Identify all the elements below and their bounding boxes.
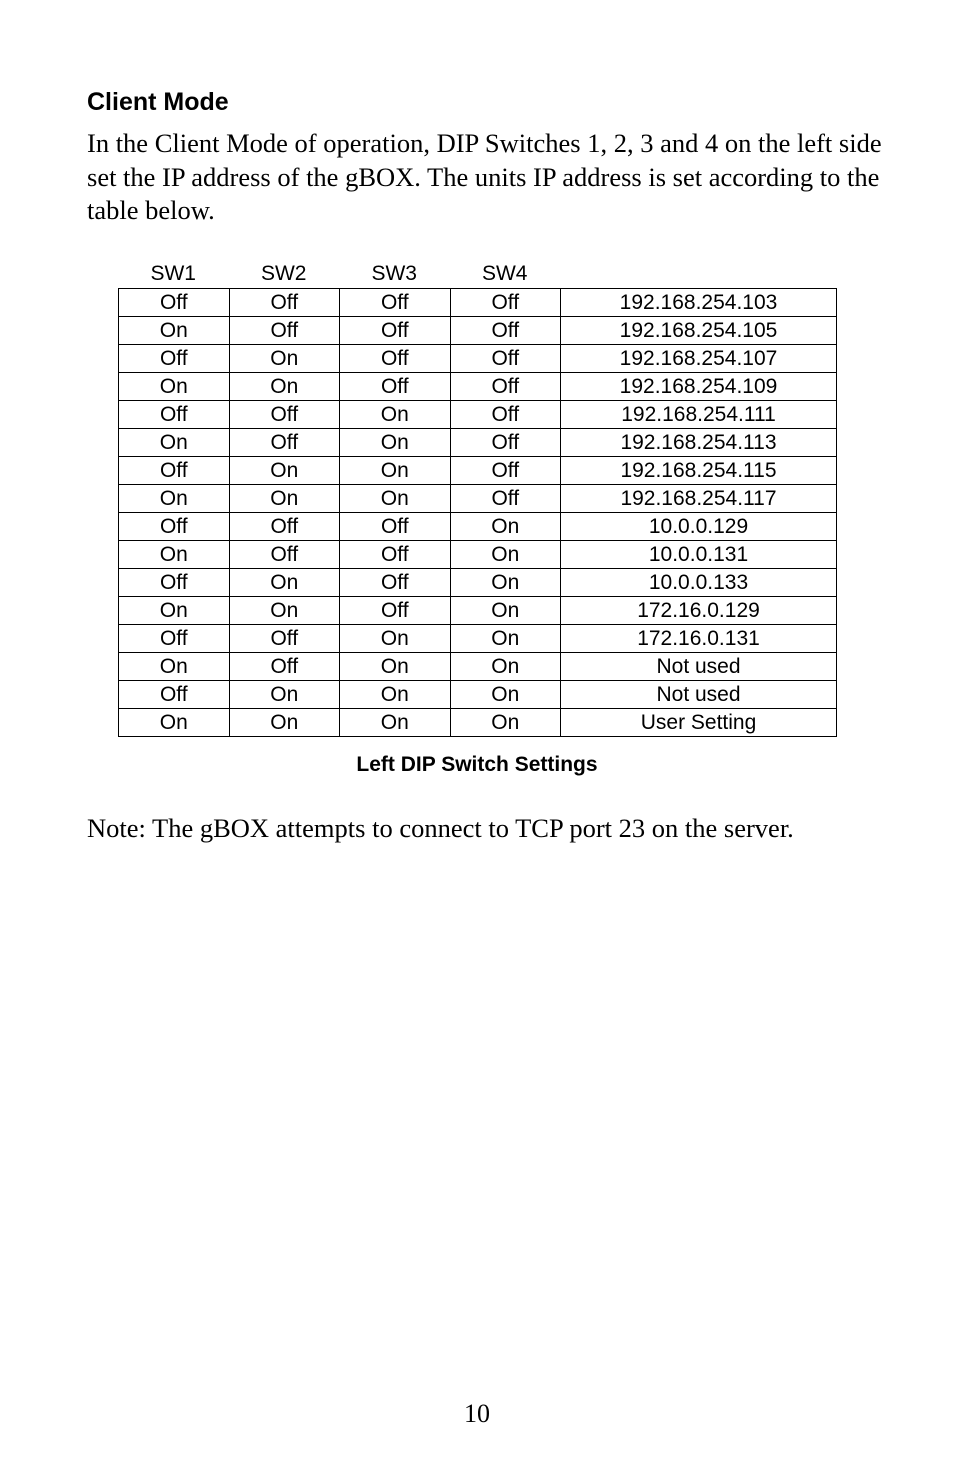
- sw1-cell: Off: [119, 681, 230, 709]
- sw2-cell: On: [229, 345, 340, 373]
- sw3-cell: On: [340, 681, 451, 709]
- table-row: [119, 457, 837, 485]
- ip-address-cell: 192.168.254.117: [561, 485, 837, 513]
- sw4-cell: Off: [450, 373, 561, 401]
- sw3-cell: On: [340, 457, 451, 485]
- table-row: [119, 373, 837, 401]
- dip-switch-table-body: [119, 289, 837, 737]
- sw4-cell: On: [450, 681, 561, 709]
- table-caption: Left DIP Switch Settings: [356, 753, 598, 776]
- sw2-cell: On: [229, 709, 340, 737]
- sw2-cell: On: [229, 457, 340, 485]
- ip-address-cell: Not used: [561, 653, 837, 681]
- sw1-cell: Off: [119, 289, 230, 317]
- sw1-cell: Off: [119, 401, 230, 429]
- table-row: [119, 569, 837, 597]
- ip-address-cell: 172.16.0.131: [561, 625, 837, 653]
- sw2-cell: Off: [229, 317, 340, 345]
- sw2-cell: On: [229, 681, 340, 709]
- table-row: [119, 681, 837, 709]
- sw2-cell: Off: [229, 653, 340, 681]
- sw4-cell: Off: [450, 401, 561, 429]
- page-number: 10: [464, 1399, 490, 1428]
- sw2-cell: Off: [229, 429, 340, 457]
- table-row: [119, 345, 837, 373]
- sw2-cell: On: [229, 597, 340, 625]
- ip-address-cell: 192.168.254.105: [561, 317, 837, 345]
- sw4-cell: On: [450, 709, 561, 737]
- sw3-cell: Off: [340, 597, 451, 625]
- sw4-cell: On: [450, 653, 561, 681]
- sw4-cell: Off: [450, 457, 561, 485]
- table-row: [119, 653, 837, 681]
- sw2-cell: On: [229, 373, 340, 401]
- sw2-cell: Off: [229, 401, 340, 429]
- sw4-cell: On: [450, 541, 561, 569]
- ip-address-cell: 192.168.254.113: [561, 429, 837, 457]
- sw4-cell: Off: [450, 317, 561, 345]
- table-column-headers: [118, 259, 560, 288]
- column-header-sw4: SW4: [481, 262, 528, 285]
- sw4-cell: Off: [450, 429, 561, 457]
- ip-address-cell: 192.168.254.111: [561, 401, 837, 429]
- sw1-cell: On: [119, 485, 230, 513]
- sw3-cell: On: [340, 625, 451, 653]
- table-row: [119, 289, 837, 317]
- sw3-cell: Off: [340, 317, 451, 345]
- section-heading: Client Mode: [87, 88, 229, 116]
- sw2-cell: On: [229, 485, 340, 513]
- dip-switch-table: [118, 288, 837, 737]
- ip-address-cell: 10.0.0.131: [561, 541, 837, 569]
- sw4-cell: On: [450, 513, 561, 541]
- sw1-cell: Off: [119, 457, 230, 485]
- sw2-cell: Off: [229, 625, 340, 653]
- intro-paragraph: In the Client Mode of operation, DIP Switches 1, 2, 3 and 4 on the left side set the IP address of the gBOX. The units IP address is set according to the table below.: [87, 128, 882, 225]
- sw1-cell: On: [119, 373, 230, 401]
- sw1-cell: Off: [119, 513, 230, 541]
- sw4-cell: On: [450, 569, 561, 597]
- table-row: [119, 625, 837, 653]
- table-row: [119, 317, 837, 345]
- ip-address-cell: 192.168.254.103: [561, 289, 837, 317]
- ip-address-cell: 192.168.254.109: [561, 373, 837, 401]
- sw4-cell: Off: [450, 289, 561, 317]
- table-row: [119, 429, 837, 457]
- sw4-cell: Off: [450, 485, 561, 513]
- sw1-cell: Off: [119, 345, 230, 373]
- sw4-cell: On: [450, 597, 561, 625]
- ip-address-cell: 192.168.254.115: [561, 457, 837, 485]
- ip-address-cell: 192.168.254.107: [561, 345, 837, 373]
- sw2-cell: Off: [229, 513, 340, 541]
- sw2-cell: Off: [229, 289, 340, 317]
- ip-address-cell: 10.0.0.129: [561, 513, 837, 541]
- sw3-cell: Off: [340, 373, 451, 401]
- sw1-cell: Off: [119, 569, 230, 597]
- sw3-cell: Off: [340, 345, 451, 373]
- ip-address-cell: Not used: [561, 681, 837, 709]
- sw1-cell: On: [119, 597, 230, 625]
- ip-address-cell: 10.0.0.133: [561, 569, 837, 597]
- table-row: [119, 401, 837, 429]
- table-row: [119, 513, 837, 541]
- sw3-cell: On: [340, 401, 451, 429]
- sw3-cell: Off: [340, 569, 451, 597]
- sw3-cell: Off: [340, 513, 451, 541]
- sw1-cell: On: [119, 653, 230, 681]
- table-row: [119, 709, 837, 737]
- ip-address-cell: 172.16.0.129: [561, 597, 837, 625]
- sw2-cell: On: [229, 569, 340, 597]
- sw1-cell: On: [119, 709, 230, 737]
- sw2-cell: Off: [229, 541, 340, 569]
- sw3-cell: On: [340, 485, 451, 513]
- sw4-cell: On: [450, 625, 561, 653]
- ip-address-cell: User Setting: [561, 709, 837, 737]
- sw1-cell: On: [119, 317, 230, 345]
- sw3-cell: On: [340, 429, 451, 457]
- sw3-cell: On: [340, 709, 451, 737]
- sw3-cell: On: [340, 653, 451, 681]
- sw1-cell: Off: [119, 625, 230, 653]
- column-header-sw2: SW2: [260, 262, 307, 285]
- note-paragraph: Note: The gBOX attempts to connect to TCP port 23 on the server.: [87, 813, 794, 843]
- sw1-cell: On: [119, 541, 230, 569]
- sw3-cell: Off: [340, 289, 451, 317]
- sw1-cell: On: [119, 429, 230, 457]
- sw3-cell: Off: [340, 541, 451, 569]
- sw4-cell: Off: [450, 345, 561, 373]
- table-row: [119, 485, 837, 513]
- table-row: [119, 597, 837, 625]
- column-header-sw1: SW1: [150, 262, 196, 285]
- table-row: [119, 541, 837, 569]
- column-header-sw3: SW3: [371, 262, 417, 285]
